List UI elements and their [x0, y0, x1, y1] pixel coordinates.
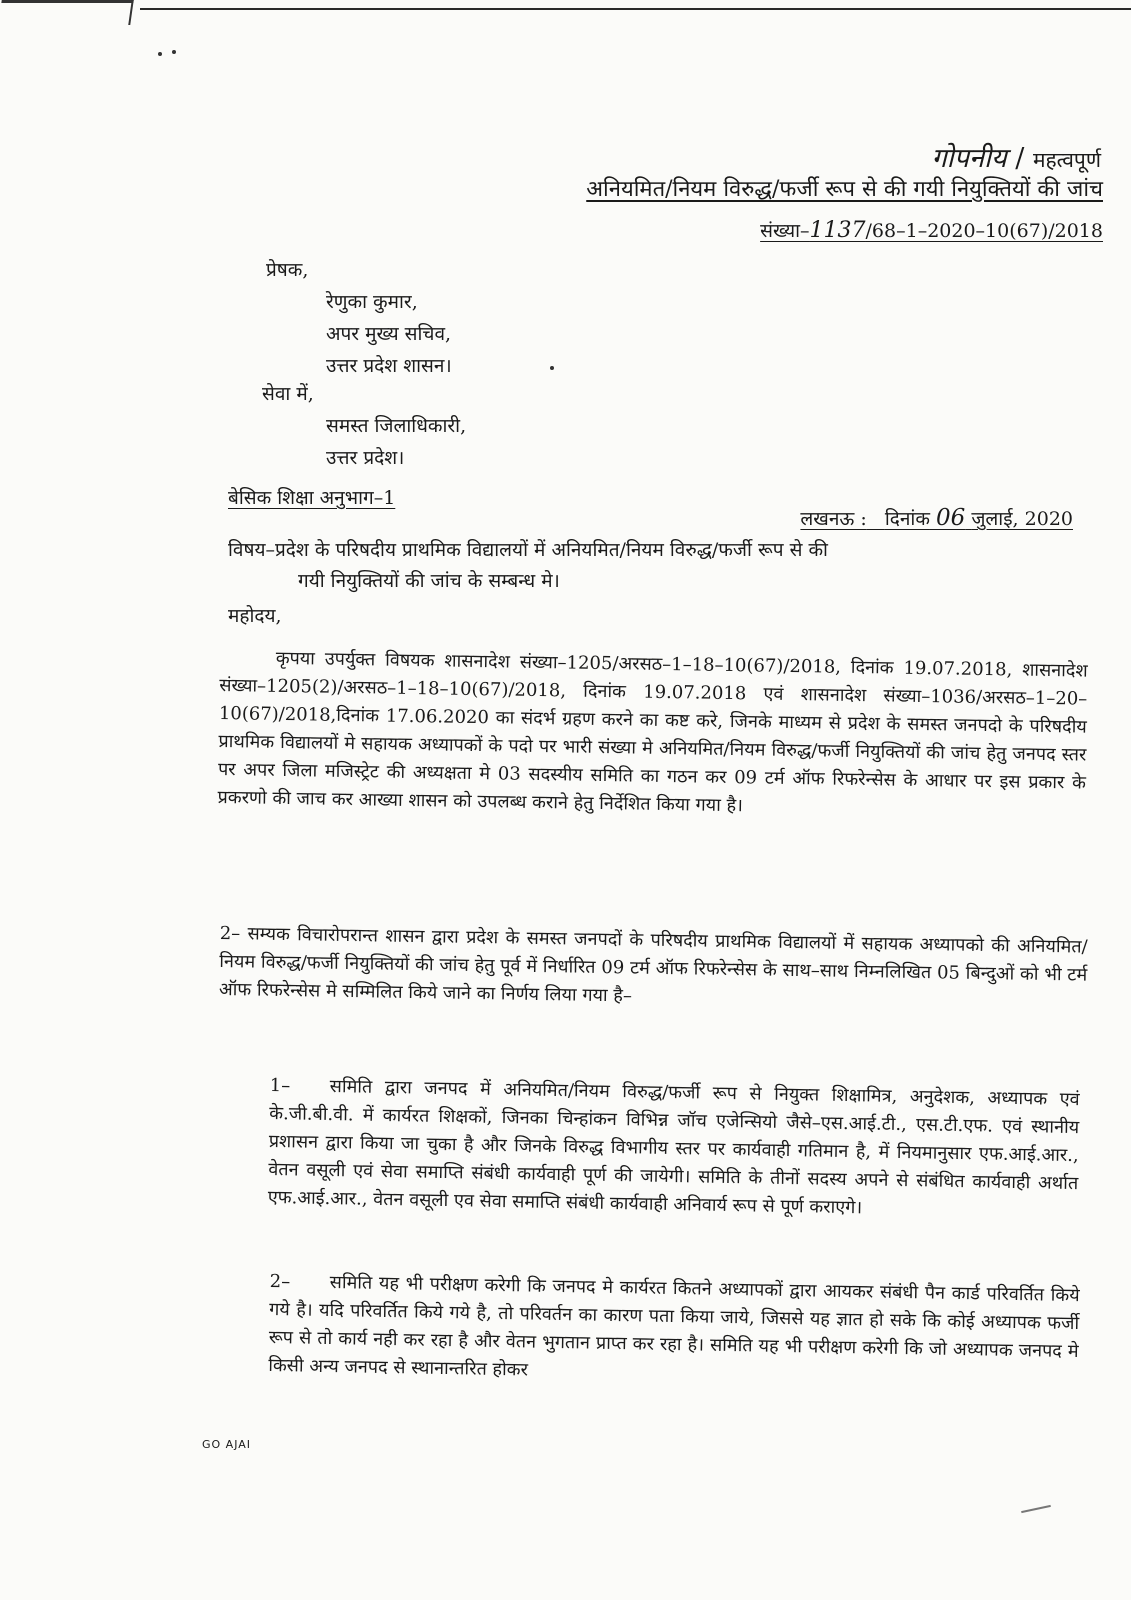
item-number: 1– [269, 1074, 291, 1097]
number-handwritten: 1137 [809, 218, 866, 243]
scan-top-edge [140, 8, 1131, 10]
date-month-year: जुलाई, 2020 [971, 508, 1073, 530]
scan-speck [550, 366, 554, 370]
letter-number [760, 217, 1103, 243]
importance-mark: महत्वपूर्ण [1032, 148, 1101, 172]
salutation: महोदय, [228, 605, 282, 627]
confidential-heading: गोपनीय / महत्वपूर्ण [931, 143, 1101, 174]
header-subject-line: अनियमित/नियम विरुद्ध/फर्जी रूप से की गयी नियुक्तियों की जांच [586, 177, 1103, 202]
paragraph-1-text: कृपया उपर्युक्त विषयक शासनादेश संख्या–1205/अरसठ–1–18–10(67)/2018, दिनांक 19.07.2018, शासनादेश संख्या–1205(2)/अरसठ–1–18–10(67)/2018, दिनांक 19.07.2018 एवं शासनादेश संख्या–1036/अरसठ–1–20–10(67)/2018,दिनांक 17.06.2020 का संदर्भ ग्रहण करने का कष्ट करे, जिनके माध्यम से प्रदेश के समस्त जनपदो के परिषदीय प्राथमिक विद्यालयों मे सहायक अध्यापकों के पदो पर भारी संख्या मे अनियमित/नियम विरुद्ध/फर्जी नियुक्तियों की जांच हेतु जनपद स्तर पर अपर जिला मजिस्ट्रेट की अध्यक्षता मे 03 सदस्यीय समिति का गठन कर 09 टर्म ऑफ रिफरेन्सेस के आधार पर इस प्रकार के प्रकरणो की जाच कर आख्या शासन को उपलब्ध कराने हेतु निर्देशित किया गया है। [217, 647, 1088, 817]
list-item [268, 1072, 1080, 1226]
item-text: समिति यह भी परीक्षण करेगी कि जनपद मे कार्यरत कितने अध्यापकों द्वारा आयकर संबंधी पैन कार्ड परिवर्तित किये गये है। यदि परिवर्तित किये गये है, तो परिवर्तन का कारण पता किया जाये, जिससे यह ज्ञात हो सके कि कोई अध्यापक फर्जी रूप से तो कार्य नही कर रहा है और वेतन भुगतान प्राप्त कर रहा है। समिति यह भी परीक्षण करेगी कि जो अध्यापक जनपद मे किसी अन्य जनपद से स्थानान्तरित होकर [268, 1272, 1080, 1381]
sender-designation: अपर मुख्य सचिव, [326, 323, 452, 345]
scan-speck [172, 50, 176, 54]
number-label: संख्या– [760, 220, 810, 242]
paragraph-1 [217, 644, 1088, 826]
paragraph-2 [219, 920, 1088, 1018]
subject-line-2: गयी नियुक्तियों की जांच के सम्बन्ध मे। [298, 570, 560, 592]
subject-line-1: विषय–प्रदेश के परिषदीय प्राथमिक विद्यालयों में अनियमित/नियम विरुद्ध/फर्जी रूप से की [228, 539, 828, 561]
recipient-name: समस्त जिलाधिकारी, [326, 415, 467, 437]
item-number: 2– [269, 1270, 291, 1293]
footer-code: GO AJAI [202, 1438, 252, 1451]
place-date [800, 505, 1073, 531]
place: लखनऊ : [800, 508, 867, 530]
sender-office: उत्तर प्रदेश शासन। [326, 355, 452, 377]
scan-smudge [1021, 1505, 1051, 1513]
number-rest: /68–1–2020–10(67)/2018 [865, 220, 1103, 242]
subject-block [228, 535, 1088, 597]
item-text: समिति द्वारा जनपद में अनियमित/नियम विरुद्ध/फर्जी रूप से नियुक्त शिक्षामित्र, अनुदेशक, अध्यापक एवं के.जी.बी.वी. में कार्यरत शिक्षकों, जिनका चिन्हांकन विभिन्न जॉच एजेन्सियो जैसे–एस.आई.टी., एस.टी.एफ. एवं स्थानीय प्रशासन द्वारा किया जा चुका है और जिनके विरुद्ध विभागीय स्तर पर कार्यवाही गतिमान है, में नियमानुसार एफ.आई.आर., वेतन वसूली एवं सेवा समाप्ति संबंधी कार्यवाही पूर्ण की जायेगी। समिति के तीनों सदस्य अपने से संबंधित कार्यवाही अर्थात एफ.आई.आर., वेतन वसूली एव सेवा समाप्ति संबंधी कार्यवाही अनिवार्य रूप से पूर्ण कराएगे। [267, 1076, 1080, 1219]
secret-mark: गोपनीय [931, 143, 1007, 174]
list-item [268, 1268, 1080, 1394]
scan-speck [158, 52, 162, 56]
scan-corner-mark [0, 0, 134, 25]
paragraph-2-text: 2– सम्यक विचारोपरान्त शासन द्वारा प्रदेश के समस्त जनपदों के परिषदीय प्राथमिक विद्यालयों में सहायक अध्यापको की अनियमित/नियम विरुद्ध/फर्जी नियुक्तियों की जांच हेतु पूर्व में निर्धारित 09 टर्म ऑफ रिफरेन्सेस के साथ–साथ निम्नलिखित 05 बिन्दुओं को भी टर्म ऑफ रिफरेन्सेस मे सम्मिलित किये जाने का निर्णय लिया गया है– [218, 922, 1088, 1007]
recipient-state: उत्तर प्रदेश। [326, 447, 405, 469]
sender-label: प्रेषक, [266, 259, 309, 281]
sender-name: रेणुका कुमार, [326, 291, 418, 313]
department-name: बेसिक शिक्षा अनुभाग–1 [228, 487, 396, 509]
date-label: दिनांक [884, 508, 930, 530]
recipient-label: सेवा में, [262, 383, 314, 405]
date-day: 06 [936, 505, 966, 531]
